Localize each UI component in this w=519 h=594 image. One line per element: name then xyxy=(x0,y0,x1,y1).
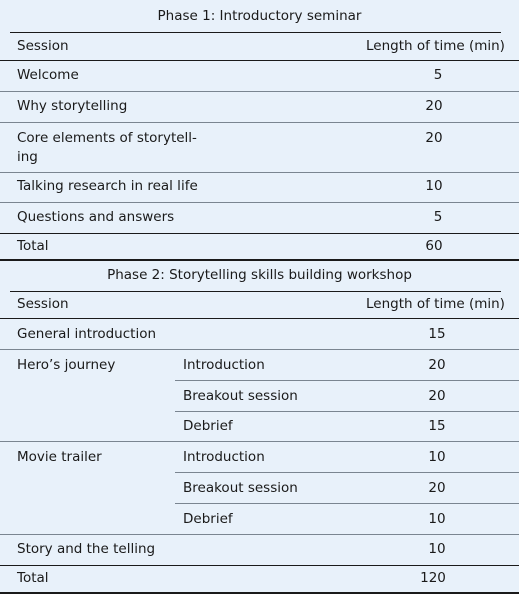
phase2-subrow-minutes: 20 xyxy=(428,480,446,496)
phase1-row-session: Questions and answers xyxy=(17,209,175,225)
phase2-header-length: Length of time (min) xyxy=(366,296,505,312)
table-bottom-rule xyxy=(0,592,519,594)
subrow-divider xyxy=(175,411,519,412)
phase2-title: Phase 2: Storytelling skills building workshop xyxy=(107,267,412,283)
phase2-row-session: General introduction xyxy=(17,326,157,342)
phase2-subrow-label: Debrief xyxy=(183,418,233,434)
phase2-subrow-label: Debrief xyxy=(183,511,233,527)
row-divider xyxy=(0,441,519,442)
phase2-subrow-minutes: 20 xyxy=(428,388,446,404)
row-divider xyxy=(0,349,519,350)
phase1-row-minutes: 10 xyxy=(425,178,443,194)
phase1-row-minutes: 20 xyxy=(425,130,443,146)
row-divider xyxy=(0,534,519,535)
row-divider xyxy=(0,202,519,203)
phase1-row-minutes: 5 xyxy=(433,209,443,225)
phase2-total-rule xyxy=(0,565,519,566)
phase2-subrow-label: Introduction xyxy=(183,449,265,465)
phase2-row-session: Movie trailer xyxy=(17,449,102,465)
phase2-subrow-minutes: 10 xyxy=(428,449,446,465)
phase2-total-label: Total xyxy=(17,570,49,586)
phase1-total-rule xyxy=(0,233,519,234)
phase1-row-session: Why storytelling xyxy=(17,98,128,114)
phase2-subrow-label: Introduction xyxy=(183,357,265,373)
phase1-row-minutes: 5 xyxy=(433,67,443,83)
phase2-header-session: Session xyxy=(17,296,69,312)
phase1-header-length: Length of time (min) xyxy=(366,38,505,54)
phase2-header-rule xyxy=(0,318,519,319)
phase2-total-minutes: 120 xyxy=(420,570,446,586)
phase2-subrow-label: Breakout session xyxy=(183,388,298,404)
row-divider xyxy=(0,91,519,92)
phase2-title-rule xyxy=(10,291,501,292)
phase-separator xyxy=(0,259,519,261)
row-divider xyxy=(0,172,519,173)
phase1-title: Phase 1: Introductory seminar xyxy=(157,8,362,24)
subrow-divider xyxy=(175,472,519,473)
phase2-subrow-minutes: 10 xyxy=(428,511,446,527)
subrow-divider xyxy=(175,503,519,504)
phase2-row-minutes: 10 xyxy=(428,541,446,557)
phase1-total-minutes: 60 xyxy=(425,238,443,254)
phase1-row-session: Core elements of storytell- xyxy=(17,130,197,146)
phase1-title-rule xyxy=(10,32,501,33)
phase2-row-minutes: 15 xyxy=(428,326,446,342)
phase1-row-session: Welcome xyxy=(17,67,79,83)
subrow-divider xyxy=(175,380,519,381)
phase2-subrow-minutes: 15 xyxy=(428,418,446,434)
phase1-row-session-cont: ing xyxy=(17,149,38,165)
phase2-row-session: Story and the telling xyxy=(17,541,156,557)
phase1-row-session: Talking research in real life xyxy=(17,178,198,194)
phase2-row-session: Hero’s journey xyxy=(17,357,116,373)
row-divider xyxy=(0,122,519,123)
phase1-total-label: Total xyxy=(17,238,49,254)
phase1-row-minutes: 20 xyxy=(425,98,443,114)
phase2-subrow-label: Breakout session xyxy=(183,480,298,496)
phase1-header-rule xyxy=(0,60,519,61)
phase1-header-session: Session xyxy=(17,38,69,54)
phase2-subrow-minutes: 20 xyxy=(428,357,446,373)
